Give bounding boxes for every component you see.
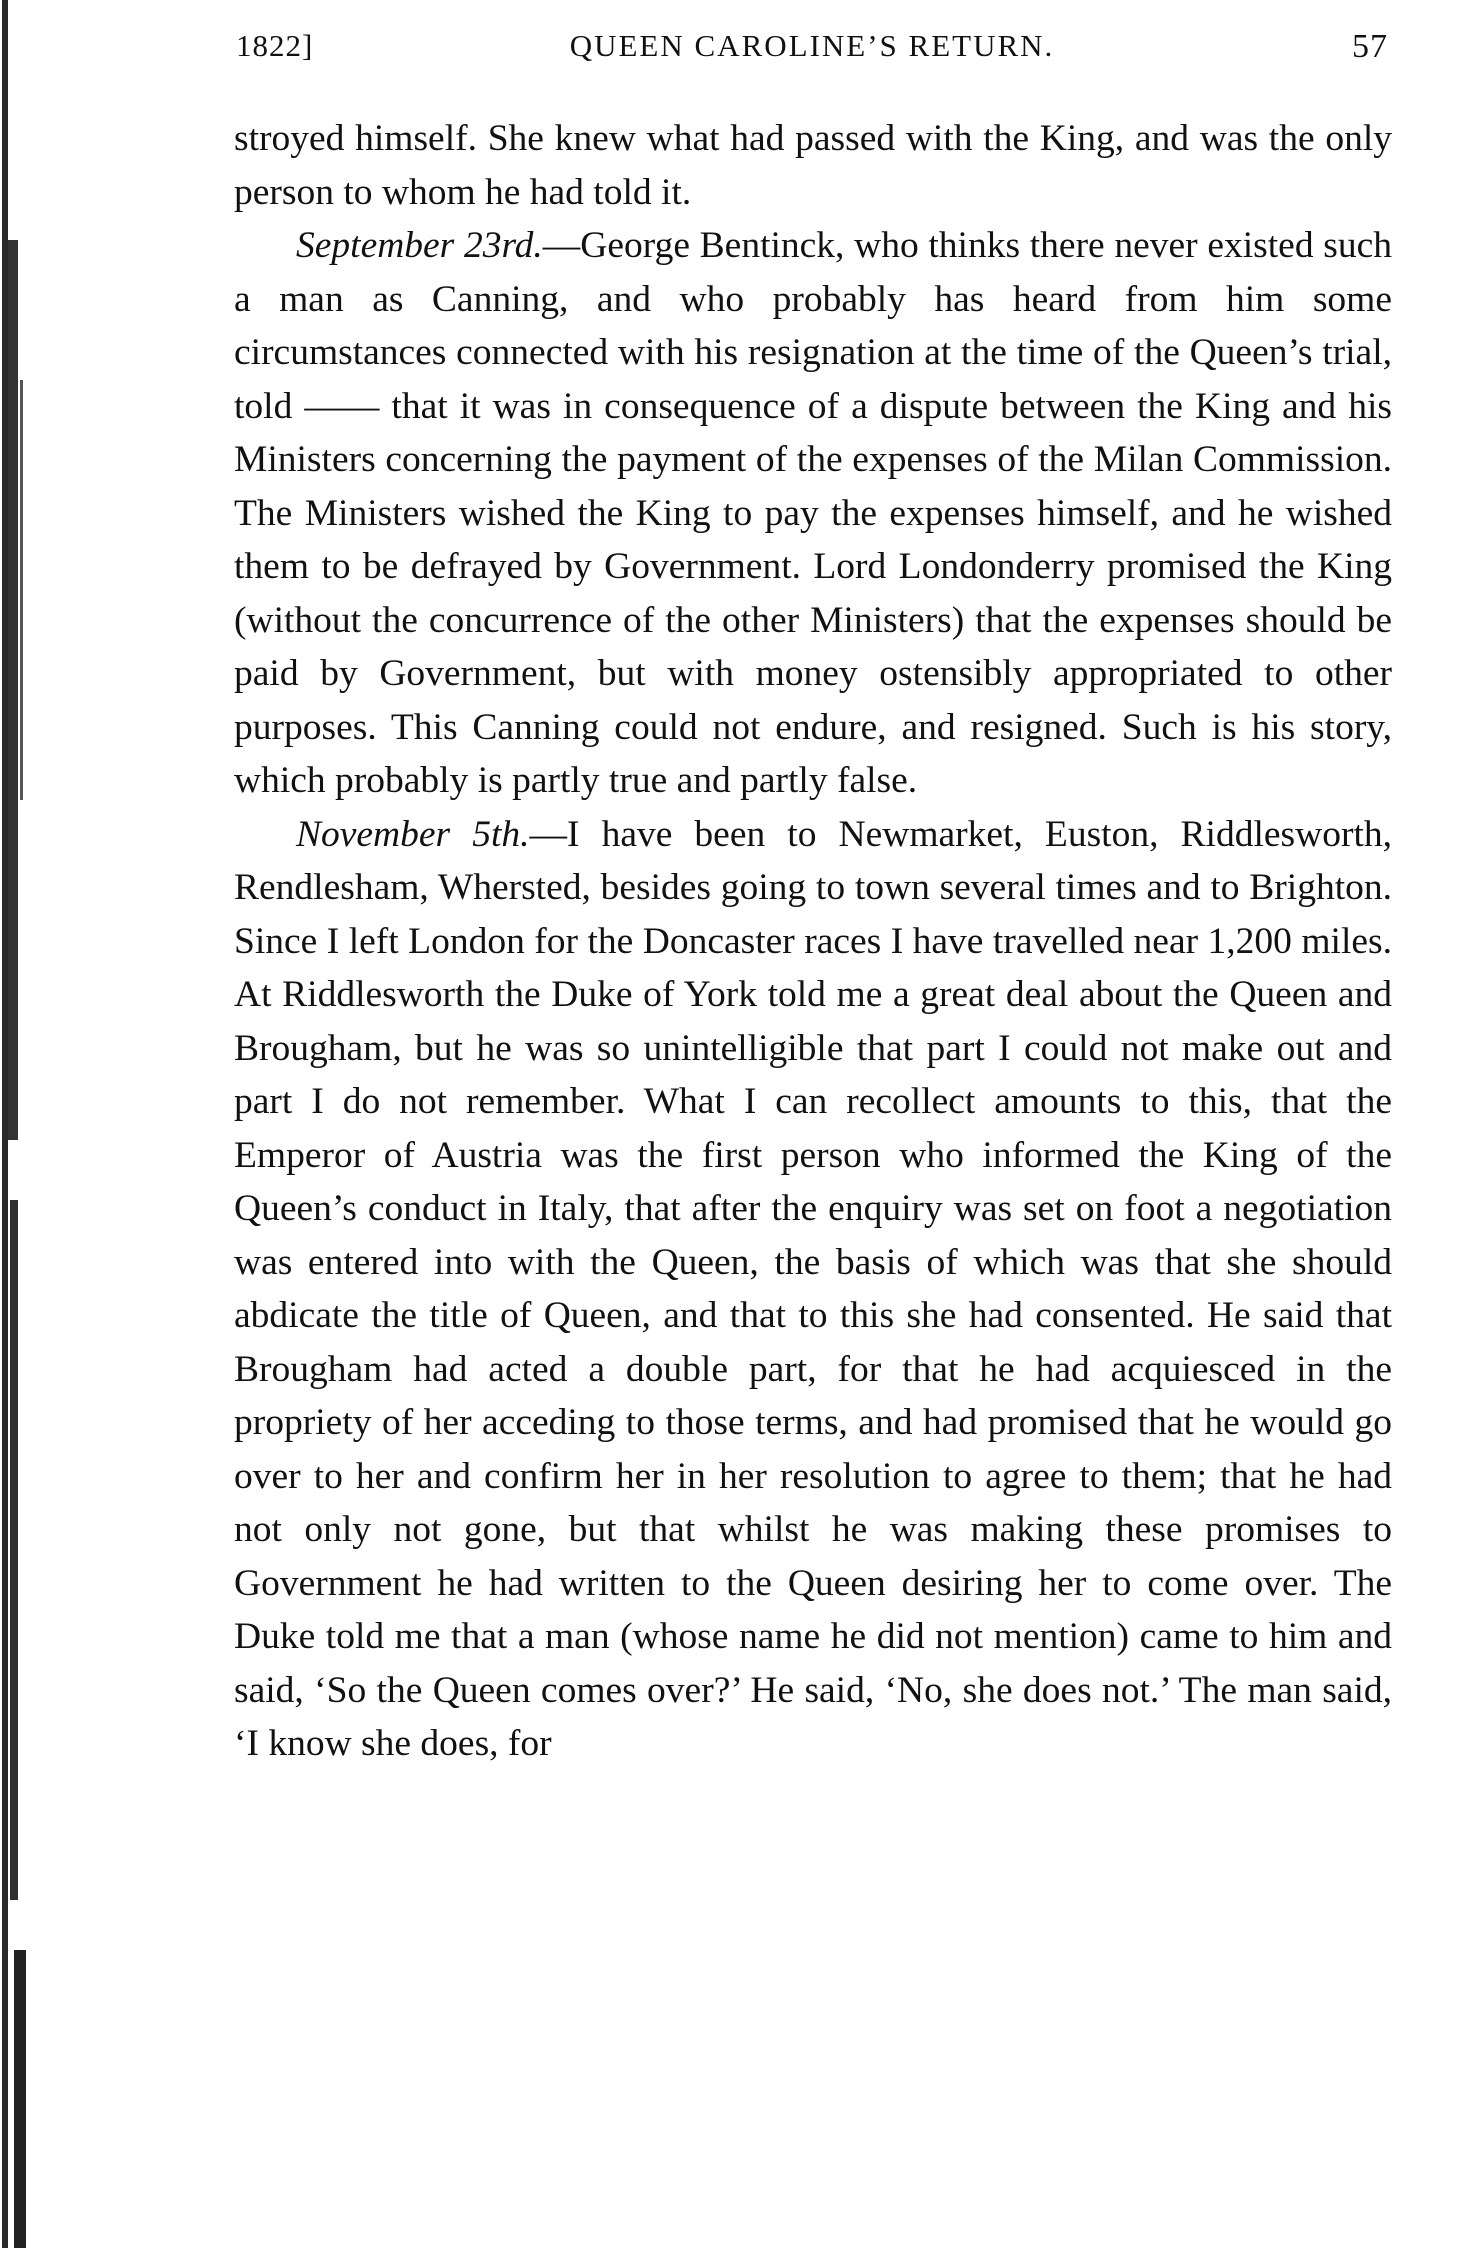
body-text [234, 112, 1392, 1771]
binding-edge-shadow [0, 0, 34, 2248]
page-number: 57 [1352, 28, 1388, 65]
entry-date: November 5th. [296, 813, 530, 855]
entry-date: September 23rd. [296, 225, 543, 266]
paragraph-text: stroyed himself. She knew what had passed with the King, and was the only person to whom he had told it. [234, 118, 1392, 213]
paragraph-continuation [234, 112, 1392, 219]
running-head [236, 28, 1388, 78]
paragraph-text: —George Bentinck, who thinks there never existed such a man as Canning, and who probably has heard from him some circumstances connected with his resignation at the time of the Queen’s trial, told —— that it was in consequence of a dispute between the King and his Ministers concerning the payment of the expenses of the Milan Commission. The Ministers wished the King to pay the expenses himself, and he wished them to be defrayed by Government. Lord Londonderry promised the King (without the concurrence of the other Ministers) that the expenses should be paid by Government, but with money ostensibly appropriated to other purposes. This Canning could not endure, and resigned. Such is his story, which probably is partly true and partly false. [234, 225, 1392, 801]
diary-entry-september [234, 219, 1392, 808]
paragraph-text: —I have been to Newmarket, Euston, Riddlesworth, Rendlesham, Whersted, besides going to town several times and to Brighton. Since I left London for the Doncaster races I have travelled near 1,200 miles. At Riddlesworth the Duke of York told me a great deal about the Queen and Brougham, but he was so unintelligible that part I could not make out and part I do not remember. What I can recollect amounts to this, that the Emperor of Austria was the first person who informed the King of the Queen’s conduct in Italy, that after the enquiry was set on foot a negotiation was entered into with the Queen, the basis of which was that she should abdicate the title of Queen, and that to this she had consented. He said that Brougham had acted a double part, for that he had acquiesced in the propriety of her acceding to those terms, and had promised that he would go over to her and confirm her in her resolution to agree to them; that he had not only not gone, but that whilst he was making these promises to Government he had written to the Queen desiring her to come over. The Duke told me that a man (whose name he did not mention) came to him and said, ‘So the Queen comes over?’ He said, ‘No, she does not.’ The man said, ‘I know she does, for [234, 813, 1392, 1764]
diary-entry-november [234, 808, 1392, 1771]
running-head-year: 1822] [236, 28, 314, 63]
running-head-title: QUEEN CAROLINE’S RETURN. [569, 28, 1055, 63]
